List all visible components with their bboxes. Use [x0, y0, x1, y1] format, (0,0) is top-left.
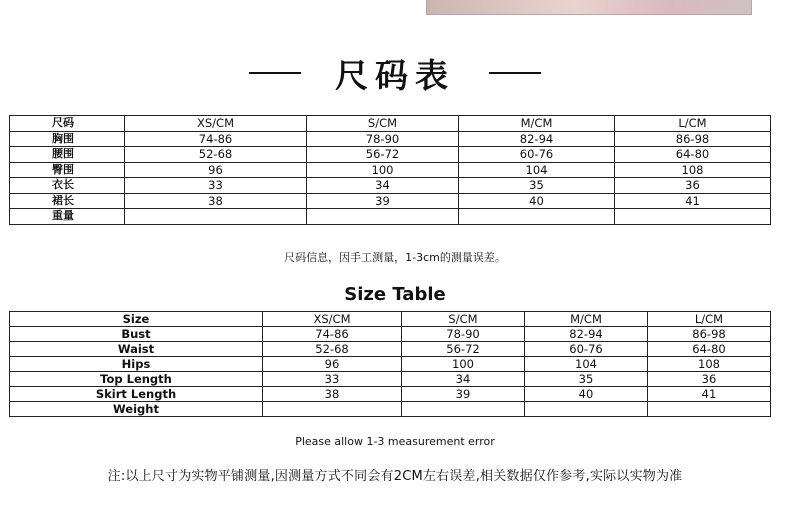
en-measurement-note: Please allow 1-3 measurement error	[295, 435, 495, 448]
en-title: Size Table	[344, 284, 446, 305]
table-row	[10, 147, 771, 163]
row-label-cell: 胸围	[10, 131, 125, 147]
table-cell: 64-80	[615, 147, 771, 163]
row-label-cell: Top Length	[10, 372, 263, 387]
table-row	[10, 357, 771, 372]
row-label-cell: 腰围	[10, 147, 125, 163]
table-cell	[307, 209, 459, 225]
table-cell: XS/CM	[263, 312, 402, 327]
table-row	[10, 131, 771, 147]
table-cell: 60-76	[525, 342, 648, 357]
table-cell: M/CM	[459, 116, 615, 132]
row-label-cell: Waist	[10, 342, 263, 357]
table-cell: 34	[307, 178, 459, 194]
table-cell: S/CM	[402, 312, 525, 327]
table-cell: 35	[459, 178, 615, 194]
row-label-cell: 衣长	[10, 178, 125, 194]
table-row	[10, 342, 771, 357]
product-photo-fragment	[426, 0, 752, 15]
table-cell: 40	[459, 193, 615, 209]
table-cell	[525, 402, 648, 417]
table-cell: 100	[402, 357, 525, 372]
table-cell: 100	[307, 162, 459, 178]
table-cell: M/CM	[525, 312, 648, 327]
table-cell: XS/CM	[125, 116, 307, 132]
table-cell: 86-98	[615, 131, 771, 147]
table-cell: 108	[615, 162, 771, 178]
table-cell: 38	[263, 387, 402, 402]
table-cell: 33	[125, 178, 307, 194]
table-cell: 104	[525, 357, 648, 372]
row-label-cell: 尺码	[10, 116, 125, 132]
cn-measurement-note: 尺码信息，因手工测量，1-3cm的测量误差。	[284, 251, 506, 264]
table-cell	[459, 209, 615, 225]
table-row	[10, 116, 771, 132]
table-cell: 52-68	[263, 342, 402, 357]
table-cell: 64-80	[648, 342, 771, 357]
title-dash-left	[249, 72, 301, 74]
row-label-cell: 臀围	[10, 162, 125, 178]
table-cell: 41	[648, 387, 771, 402]
table-cell: 39	[307, 193, 459, 209]
table-row	[10, 162, 771, 178]
en-size-table	[9, 311, 771, 417]
row-label-cell: 重量	[10, 209, 125, 225]
table-cell: L/CM	[648, 312, 771, 327]
table-cell: 41	[615, 193, 771, 209]
table-row	[10, 209, 771, 225]
row-label-cell: Hips	[10, 357, 263, 372]
table-cell	[125, 209, 307, 225]
cn-title: 尺码表	[335, 55, 455, 95]
table-cell: 34	[402, 372, 525, 387]
row-label-cell: Weight	[10, 402, 263, 417]
table-cell: 96	[125, 162, 307, 178]
row-label-cell: 裙长	[10, 193, 125, 209]
footer-note: 注:以上尺寸为实物平铺测量,因测量方式不同会有2CM左右误差,相关数据仅作参考,实际以实物为准	[107, 469, 683, 484]
table-cell: 60-76	[459, 147, 615, 163]
table-cell: 78-90	[307, 131, 459, 147]
table-cell	[615, 209, 771, 225]
table-cell: 36	[648, 372, 771, 387]
table-row	[10, 372, 771, 387]
table-cell: 35	[525, 372, 648, 387]
table-cell: 38	[125, 193, 307, 209]
table-cell: 78-90	[402, 327, 525, 342]
table-cell: 108	[648, 357, 771, 372]
table-cell: L/CM	[615, 116, 771, 132]
table-row	[10, 387, 771, 402]
table-cell: 33	[263, 372, 402, 387]
table-cell: 39	[402, 387, 525, 402]
table-row	[10, 402, 771, 417]
table-cell: 52-68	[125, 147, 307, 163]
row-label-cell: Skirt Length	[10, 387, 263, 402]
table-cell: 74-86	[125, 131, 307, 147]
table-cell: 104	[459, 162, 615, 178]
table-cell: 74-86	[263, 327, 402, 342]
table-row	[10, 178, 771, 194]
table-cell: 36	[615, 178, 771, 194]
table-row	[10, 327, 771, 342]
cn-title-row	[0, 48, 790, 98]
row-label-cell: Bust	[10, 327, 263, 342]
row-label-cell: Size	[10, 312, 263, 327]
table-cell: 82-94	[459, 131, 615, 147]
table-cell	[402, 402, 525, 417]
table-row	[10, 193, 771, 209]
table-cell: 56-72	[307, 147, 459, 163]
table-cell	[263, 402, 402, 417]
table-cell: S/CM	[307, 116, 459, 132]
table-cell: 82-94	[525, 327, 648, 342]
table-cell: 40	[525, 387, 648, 402]
table-row	[10, 312, 771, 327]
title-dash-right	[489, 72, 541, 74]
table-cell: 56-72	[402, 342, 525, 357]
table-cell	[648, 402, 771, 417]
table-cell: 86-98	[648, 327, 771, 342]
table-cell: 96	[263, 357, 402, 372]
cn-size-table	[9, 115, 771, 225]
